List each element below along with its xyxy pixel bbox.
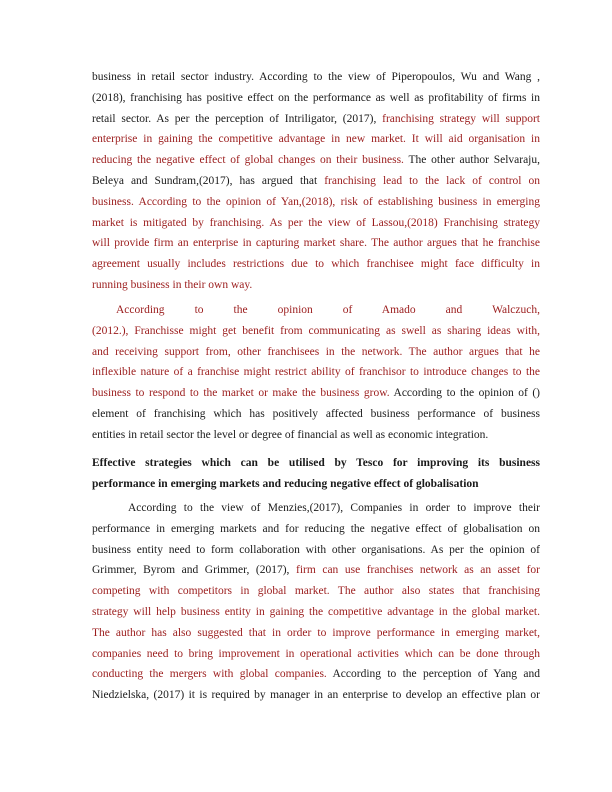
highlighted-text: The author has also suggested that in order to improve performance in emerging market,	[92, 626, 540, 639]
text-line	[92, 362, 540, 383]
body-text: entities in retail sector the level or degree of financial as well as economic integration.	[92, 428, 489, 441]
text-line	[92, 498, 540, 519]
paragraph-franchising-effects	[92, 67, 540, 296]
heading-line: performance in emerging markets and reducing negative effect of globalisation	[92, 477, 479, 490]
heading-line: Effective strategies which can be utilised by Tesco for improving its business	[92, 457, 540, 469]
highlighted-text: companies need to bring improvement in operational activities which can be done through	[92, 647, 540, 660]
text-line	[92, 685, 540, 706]
body-text: business in retail sector industry. According to the view of Piperopoulos, Wu and Wang ,	[92, 71, 540, 83]
highlighted-text: and receiving support from, other franchisees in the network. The author argues that he	[92, 345, 540, 358]
body-text: The other author Selvaraju,	[403, 154, 541, 167]
highlighted-text: enterprise in gaining the competitive advantage in new market. It will aid organisation in	[92, 133, 540, 146]
text-line	[92, 171, 540, 192]
body-text: According to the perception of Yang and	[326, 668, 540, 681]
text-line	[92, 321, 540, 342]
body-text: Grimmer, Byrom and Grimmer, (2017),	[92, 564, 296, 577]
highlighted-text: business. According to the opinion of Yan,(2018), risk of establishing business in emerging	[92, 195, 540, 208]
highlighted-text: franchising strategy will support	[382, 112, 540, 125]
text-line	[92, 404, 540, 425]
highlighted-text: strategy will help business entity in gaining the competitive advantage in the global market.	[92, 605, 540, 618]
highlighted-text: According to the opinion of Amado and Walczuch,	[116, 304, 540, 316]
text-line	[92, 88, 540, 109]
text-line	[92, 540, 540, 561]
paragraph-amado-walczuch	[92, 300, 540, 446]
text-line	[92, 150, 540, 171]
text-line	[92, 425, 540, 446]
text-line	[92, 67, 540, 88]
text-line	[92, 254, 540, 275]
text-line	[92, 519, 540, 540]
text-line	[92, 300, 540, 321]
text-line	[92, 192, 540, 213]
section-heading	[92, 453, 540, 495]
highlighted-text: business to respond to the market or make the business grow.	[92, 387, 390, 400]
text-line	[92, 383, 540, 404]
text-line	[92, 644, 540, 665]
text-line	[92, 275, 540, 296]
text-line	[92, 342, 540, 363]
text-line	[92, 581, 540, 602]
body-text: business entity need to form collaboration with other organisations. As per the opinion of	[92, 543, 540, 556]
highlighted-text: franchising lead to the lack of control on	[324, 174, 540, 187]
body-text: Niedzielska, (2017) it is required by manager in an enterprise to develop an effective plan or	[92, 689, 540, 702]
text-line	[92, 664, 540, 685]
body-text: retail sector. As per the perception of Intriligator, (2017),	[92, 112, 383, 125]
highlighted-text: competing with competitors in global market. The author also states that franchising	[92, 585, 540, 598]
text-line	[92, 129, 540, 150]
body-text: Beleya and Sundram,(2017), has argued that	[92, 174, 325, 187]
highlighted-text: firm can use franchises network as an asset for	[295, 564, 540, 577]
highlighted-text: will provide firm an enterprise in capturing market share. The author argues that he franchise	[92, 237, 540, 250]
highlighted-text: running business in their own way.	[92, 278, 253, 291]
body-text: According to the opinion of ()	[389, 387, 540, 400]
highlighted-text: reducing the negative effect of global changes on their business.	[92, 154, 404, 167]
text-line	[92, 560, 540, 581]
highlighted-text: conducting the mergers with global companies.	[92, 668, 327, 681]
body-text: (2018), franchising has positive effect on the performance as well as profitability of firms in	[92, 91, 540, 104]
highlighted-text: agreement usually includes restrictions due to which franchisee might face difficulty in	[92, 258, 540, 271]
body-text: performance in emerging markets and for reducing the negative effect of globalisation on	[92, 522, 540, 535]
text-line	[92, 213, 540, 234]
highlighted-text: (2012.), Franchisse might get benefit from communicating as swell as sharing ideas with,	[92, 324, 540, 337]
highlighted-text: market is mitigated by franchising. As per the view of Lassou,(2018) Franchising strategy	[92, 216, 540, 229]
text-line	[92, 233, 540, 254]
paragraph-effective-strategies	[92, 498, 540, 706]
body-text: According to the view of Menzies,(2017), Companies in order to improve their	[128, 502, 540, 514]
text-line	[92, 109, 540, 130]
highlighted-text: inflexible nature of a franchise might restrict ability of franchisor to introduce changes to the	[92, 366, 540, 379]
body-text: element of franchising which has positively affected business performance of business	[92, 407, 540, 420]
text-line	[92, 602, 540, 623]
text-line	[92, 623, 540, 644]
